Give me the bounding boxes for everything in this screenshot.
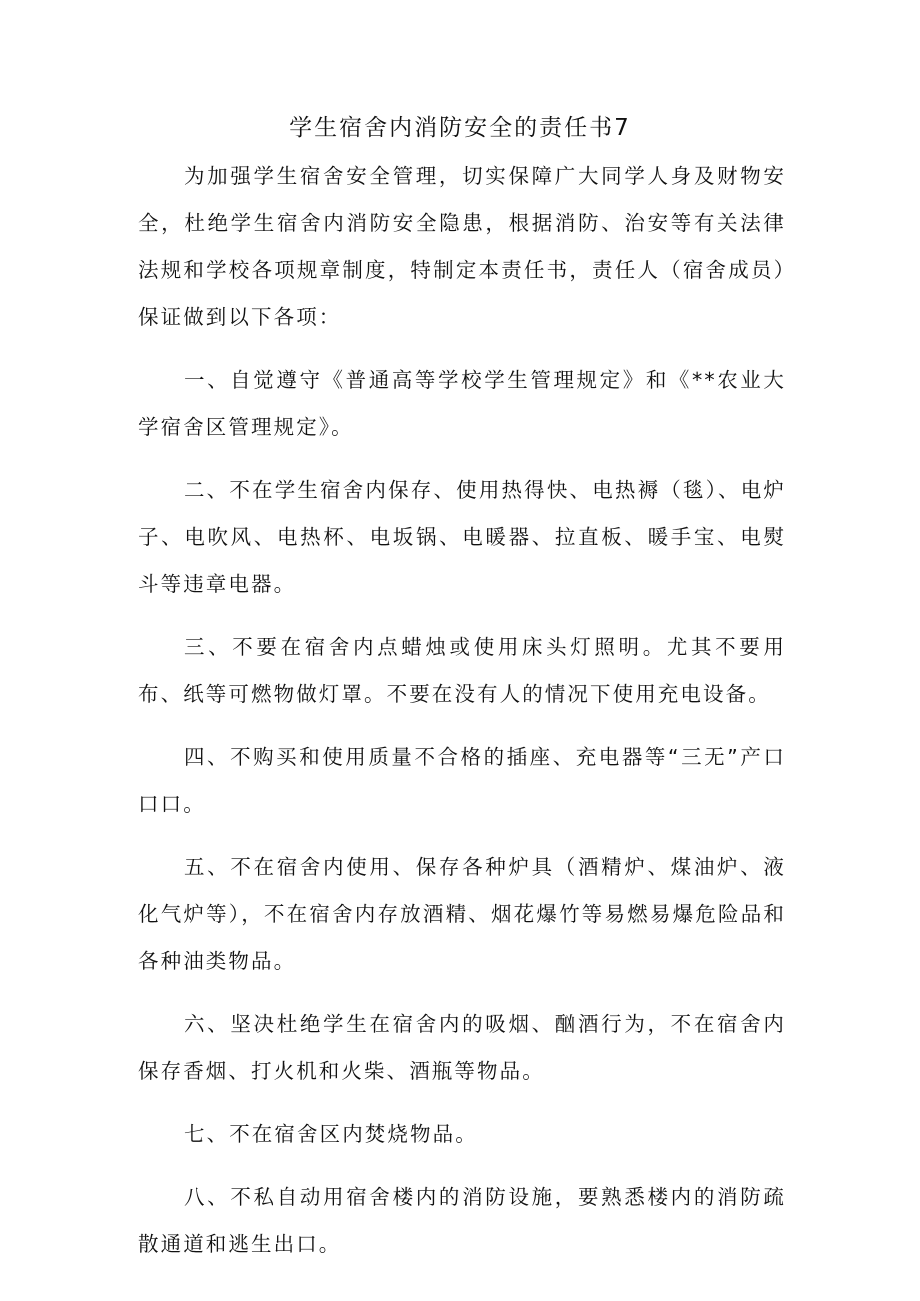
document-title: 学生宿舍内消防安全的责任书7 xyxy=(289,115,631,141)
clause-4: 四、不购买和使用质量不合格的插座、充电器等“三无”产口口口。 xyxy=(138,745,786,816)
clause-1: 一、自觉遵守《普通高等学校学生管理规定》和《**农业大学宿舍区管理规定》。 xyxy=(138,368,786,439)
intro-paragraph: 为加强学生宿舍安全管理，切实保障广大同学人身及财物安全，杜绝学生宿舍内消防安全隐患，根据消防、治安等有关法律法规和学校各项规章制度，特制定本责任书，责任人（宿舍成员）保证做到以下各项： xyxy=(138,164,786,329)
clause-6: 六、坚决杜绝学生在宿舍内的吸烟、酗酒行为，不在宿舍内保存香烟、打火机和火柴、酒瓶等物品。 xyxy=(138,1012,786,1083)
clause-8: 八、不私自动用宿舍楼内的消防设施，要熟悉楼内的消防疏散通道和逃生出口。 xyxy=(138,1185,786,1256)
clause-2: 二、不在学生宿舍内保存、使用热得快、电热褥（毯）、电炉子、电吹风、电热杯、电坂锅、电暖器、拉直板、暖手宝、电熨斗等违章电器。 xyxy=(138,478,786,596)
document-body xyxy=(138,153,786,1284)
clause-7: 七、不在宿舍区内焚烧物品。 xyxy=(184,1122,478,1146)
clause-3: 三、不要在宿舍内点蜡烛或使用床头灯照明。尤其不要用布、纸等可燃物做灯罩。不要在没有人的情况下使用充电设备。 xyxy=(138,635,786,706)
clause-5: 五、不在宿舍内使用、保存各种炉具（酒精炉、煤油炉、液化气炉等），不在宿舍内存放酒精、烟花爆竹等易燃易爆危险品和各种油类物品。 xyxy=(138,855,786,973)
